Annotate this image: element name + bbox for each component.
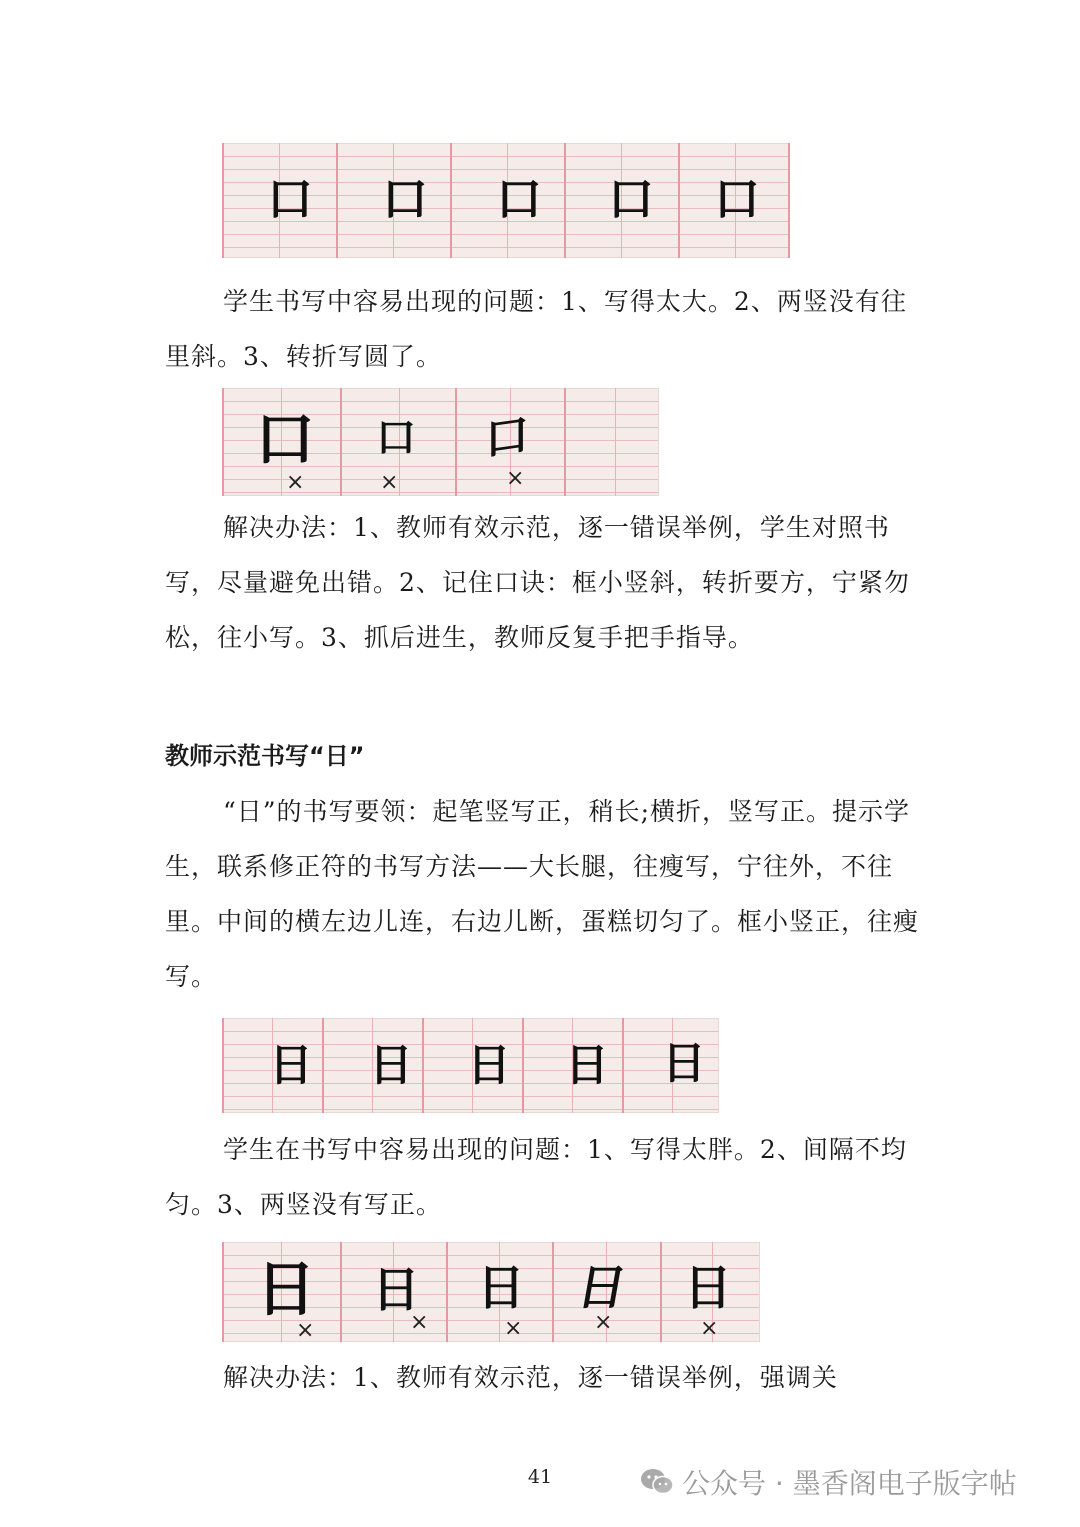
handwritten-character: 日 (269, 1040, 313, 1091)
error-mark: × (594, 1310, 613, 1335)
handwritten-character: 日 (256, 1255, 316, 1325)
error-mark: × (380, 470, 399, 495)
page-number: 41 (527, 1466, 553, 1488)
handwritten-character: 日 (372, 1262, 421, 1318)
handwritten-character: 日 (467, 1040, 511, 1091)
handwritten-character: 口 (376, 415, 416, 461)
paragraph-problems-ri: 学生在书写中容易出现的问题：1、写得太胖。2、间隔不均匀。3、两竖没有写正。 (165, 1135, 907, 1219)
handwritten-character: 口 (496, 172, 542, 226)
error-mark: × (296, 1318, 315, 1342)
error-mark: × (506, 466, 525, 491)
handwritten-character: 日 (684, 1260, 733, 1316)
handwritten-character: 口 (255, 405, 315, 475)
paragraph-solutions-kou: 解决办法：1、教师有效示范，逐一错误举例，学生对照书写，尽量避免出错。2、记住口诀：框小竖斜，转折要方，宁紧勿松，往小写。3、抓后进生，教师反复手把手指导。 (165, 513, 910, 652)
handwritten-character: 日 (369, 1040, 413, 1091)
paragraph-solutions-ri: 解决办法：1、教师有效示范，逐一错误举例，强调关 (223, 1363, 838, 1392)
handwritten-character: 日 (662, 1038, 706, 1089)
paragraph-problems-kou: 学生书写中容易出现的问题：1、写得太大。2、两竖没有往里斜。3、转折写圆了。 (165, 287, 907, 371)
handwritten-character: 口 (714, 172, 760, 226)
handwritten-character: 日 (477, 1260, 526, 1316)
practice-strip-kou-errors (222, 388, 659, 496)
error-mark: × (286, 470, 305, 495)
wechat-icon (640, 1468, 674, 1496)
handwritten-character: 口 (267, 172, 313, 226)
watermark-text: 公众号 · 墨香阁电子版字帖 (682, 1467, 1017, 1500)
practice-strip-ri-model (222, 1018, 719, 1113)
error-mark: × (700, 1316, 719, 1341)
error-mark: × (504, 1316, 523, 1341)
handwritten-character: 日 (573, 1260, 631, 1316)
section-heading-ri: 教师示范书写“日” (165, 742, 365, 770)
handwritten-character: 口 (485, 408, 529, 467)
watermark (640, 1462, 1017, 1502)
practice-strip-ri-errors (222, 1242, 760, 1342)
paragraph-ri-guidelines: “日”的书写要领：起笔竖写正，稍长;横折，竖写正。提示学生，联系修正符的书写方法——大长腿，往瘦写，宁往外，不往里。中间的横左边儿连，右边儿断，蛋糕切匀了。框小竖正，往瘦写。 (165, 797, 920, 991)
error-mark: × (410, 1310, 429, 1335)
handwritten-character: 日 (565, 1040, 609, 1091)
handwritten-character: 口 (382, 172, 428, 226)
practice-strip-kou-model (222, 143, 790, 258)
handwritten-character: 口 (608, 172, 654, 226)
